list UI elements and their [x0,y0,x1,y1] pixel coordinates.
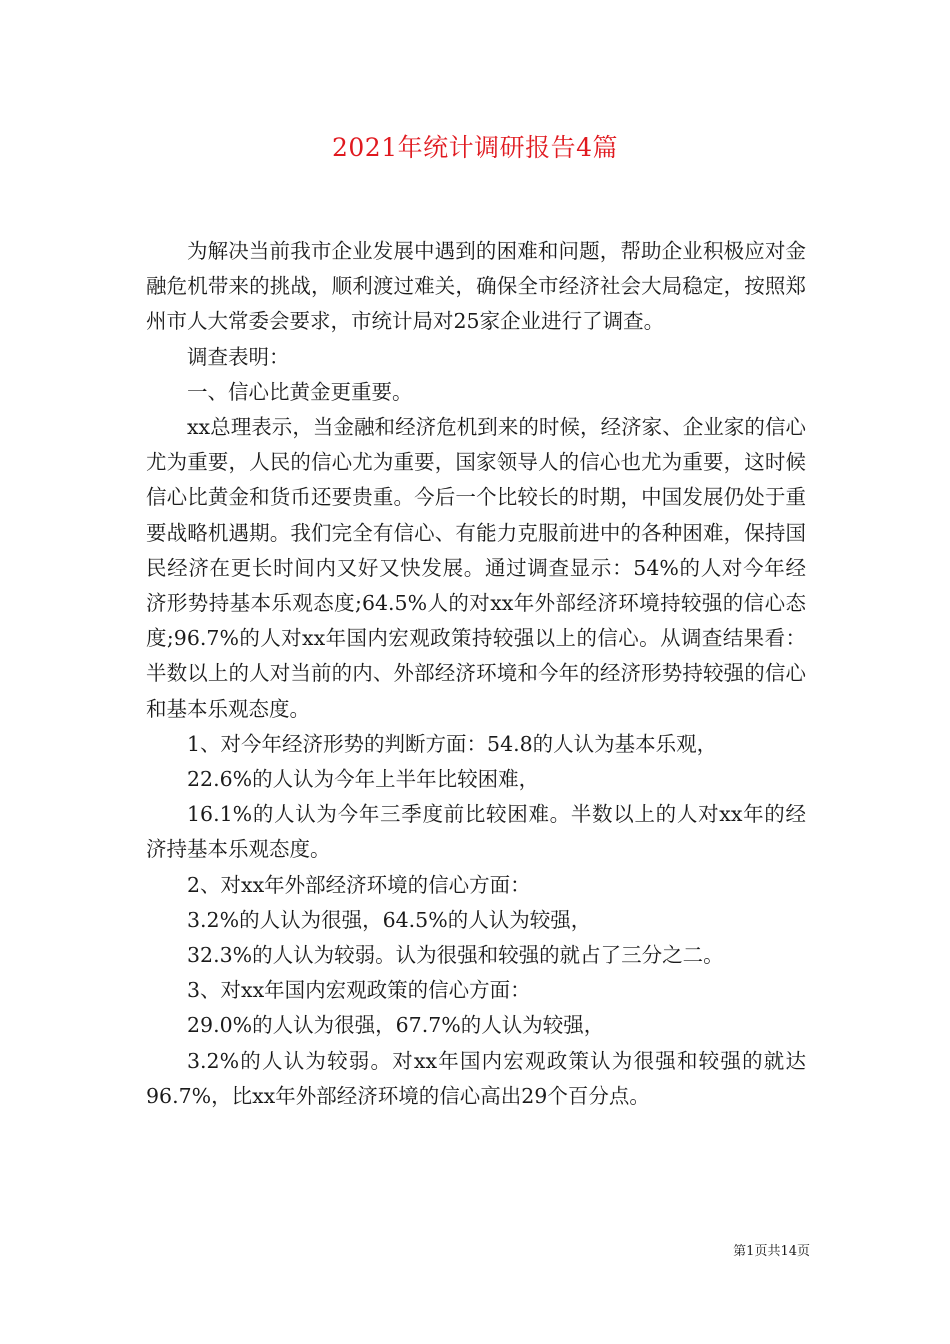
item-3-detail-b: 3.2%的人认为较弱。对xx年国内宏观政策认为很强和较强的就达96.7%，比xx年外部经济环境的信心高出29个百分点。 [146,1048,806,1108]
document-body [146,234,806,1114]
item-1-detail-b: 16.1%的人认为今年三季度前比较困难。半数以上的人对xx年的经济持基本乐观态度。 [146,802,806,862]
item-2-external-environment: 2、对xx年外部经济环境的信心方面： [187,872,531,897]
document-title: 2021年统计调研报告4篇 [331,133,619,162]
item-1-detail-a: 22.6%的人认为今年上半年比较困难， [187,767,540,792]
paragraph-confidence: xx总理表示，当金融和经济危机到来的时候，经济家、企业家的信心尤为重要，人民的信心尤为重要，国家领导人的信心也尤为重要，这时候信心比黄金和货币还要贵重。今后一个比较长的时期，中国发展仍处于重要战略机遇期。我们完全有信心、有能力克服前进中的各种困难，保持国民经济在更长时间内又好又快发展。通过调查显示：54%的人对今年经济形势持基本乐观态度;64.5%人的对xx年外部经济环境持较强的信心态度;96.7%的人对xx年国内宏观政策持较强以上的信心。从调查结果看：半数以上的人对当前的内、外部经济环境和今年的经济形势持较强的信心和基本乐观态度。 [146,415,806,721]
item-3-domestic-policy: 3、对xx年国内宏观政策的信心方面： [187,978,531,1003]
item-2-detail-b: 32.3%的人认为较弱。认为很强和较强的就占了三分之二。 [187,943,724,968]
paragraph-intro: 为解决当前我市企业发展中遇到的困难和问题，帮助企业积极应对金融危机带来的挑战，顺利渡过难关，确保全市经济社会大局稳定，按照郑州市人大常委会要求，市统计局对25家企业进行了调查。 [146,239,806,334]
item-3-detail-a: 29.0%的人认为很强，67.7%的人认为较强， [187,1013,605,1038]
item-2-detail-a: 3.2%的人认为很强，64.5%的人认为较强， [187,907,592,932]
page-number: 第1页共14页 [733,1244,810,1259]
section-heading-confidence: 一、信心比黄金更重要。 [187,379,413,404]
item-1-economic-situation: 1、对今年经济形势的判断方面：54.8的人认为基本乐观， [187,731,718,756]
paragraph-survey-shows: 调查表明： [187,344,290,369]
